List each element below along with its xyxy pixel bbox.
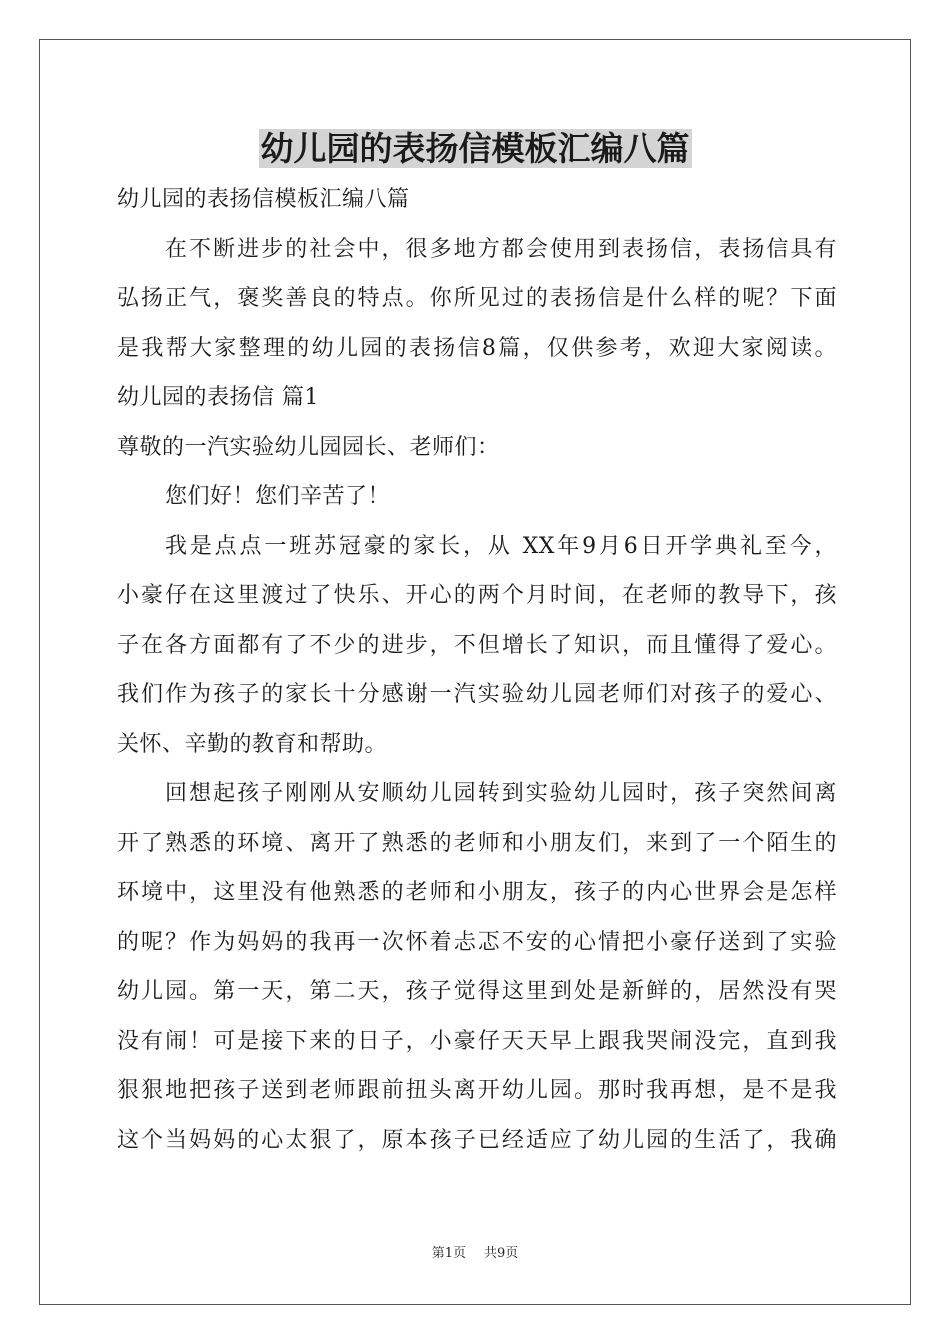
paragraph-line: 环境中，这里没有他熟悉的老师和小朋友，孩子的内心世界会是怎样 [117, 880, 837, 905]
page-footer [0, 1245, 950, 1263]
paragraph-line: 开了熟悉的环境、离开了熟悉的老师和小朋友们，来到了一个陌生的 [117, 830, 837, 856]
page-number: 第1页 [431, 1246, 466, 1261]
page-total: 共9页 [484, 1246, 519, 1261]
paragraph-line: 没有闹！可是接下来的日子，小豪仔天天早上跟我哭闹没完，直到我 [117, 1028, 837, 1054]
section-heading: 幼儿园的表扬信 篇1 [117, 385, 319, 410]
paragraph-line: 子在各方面都有了不少的进步，不但增长了知识，而且懂得了爱心。 [117, 632, 837, 658]
paragraph-line: 的呢？作为妈妈的我再一次怀着忐忑不安的心情把小豪仔送到了实验 [117, 929, 837, 955]
document-title-text: 幼儿园的表扬信模板汇编八篇 [260, 129, 690, 168]
paragraph-line: 关怀、辛勤的教育和帮助。 [117, 731, 388, 757]
salutation-line: 尊敬的一汽实验幼儿园园长、老师们： [117, 434, 500, 460]
paragraph-line: 弘扬正气，褒奖善良的特点。你所见过的表扬信是什么样的呢？下面 [117, 286, 837, 311]
paragraph-line: 狠狠地把孩子送到老师跟前扭头离开幼儿园。那时我再想，是不是我 [117, 1078, 837, 1103]
paragraph-line: 我是点点一班苏冠豪的家长，从 XX年9月6日开学典礼至今， [165, 533, 837, 559]
paragraph-line: 我们作为孩子的家长十分感谢一汽实验幼儿园老师们对孩子的爱心、 [117, 682, 837, 707]
greeting-line: 您们好！您们辛苦了！ [165, 484, 391, 509]
paragraph-line: 是我帮大家整理的幼儿园的表扬信8篇，仅供参考，欢迎大家阅读。 [117, 335, 837, 361]
paragraph-line: 小豪仔在这里渡过了快乐、开心的两个月时间，在老师的教导下，孩 [117, 583, 837, 608]
paragraph-line: 在不断进步的社会中，很多地方都会使用到表扬信，表扬信具有 [165, 236, 837, 262]
document-title [0, 127, 950, 171]
paragraph-line: 这个当妈妈的心太狠了，原本孩子已经适应了幼儿园的生活了，我确 [117, 1127, 837, 1153]
subtitle-line: 幼儿园的表扬信模板汇编八篇 [117, 187, 410, 212]
paragraph-line: 回想起孩子刚刚从安顺幼儿园转到实验幼儿园时，孩子突然间离 [165, 781, 837, 806]
paragraph-line: 幼儿园。第一天，第二天，孩子觉得这里到处是新鲜的，居然没有哭 [117, 979, 837, 1004]
document-body [117, 175, 837, 1165]
